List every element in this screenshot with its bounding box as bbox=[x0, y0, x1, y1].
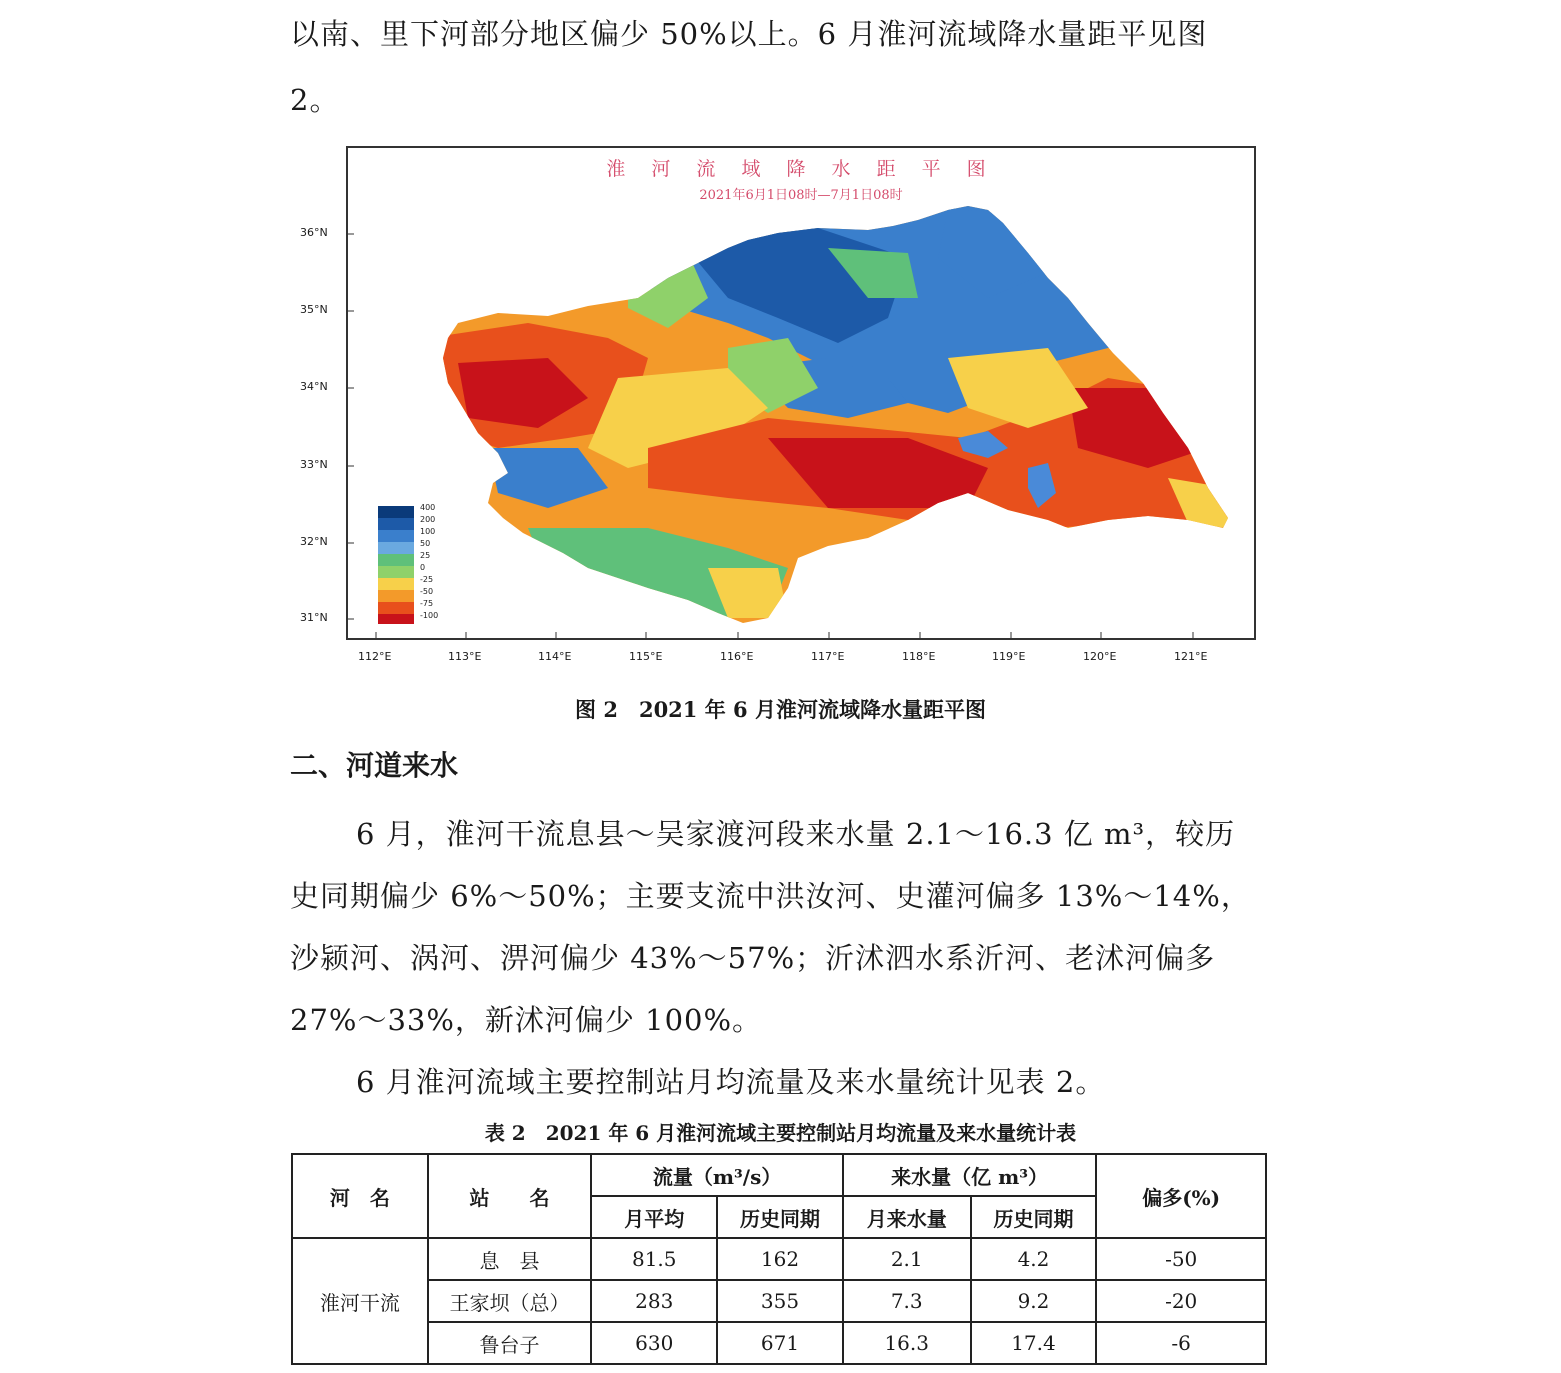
flow-month-cell: 630 bbox=[591, 1322, 717, 1364]
figure-caption: 图 2 2021 年 6 月淮河流域降水量距平图 bbox=[575, 697, 986, 722]
paragraph-line: 沙颍河、涡河、淠河偏少 43%～57%；沂沭泗水系沂河、老沭河偏多 bbox=[290, 941, 1216, 975]
header-vol-month: 月来水量 bbox=[843, 1196, 971, 1238]
vol-month-cell: 7.3 bbox=[843, 1280, 971, 1322]
lon-label: 121°E bbox=[1174, 650, 1208, 663]
deviation-cell: -6 bbox=[1096, 1322, 1266, 1364]
header-deviation: 偏多(%) bbox=[1096, 1154, 1266, 1238]
lat-label: 33°N bbox=[300, 458, 328, 471]
deviation-cell: -20 bbox=[1096, 1280, 1266, 1322]
flow-hist-cell: 355 bbox=[717, 1280, 843, 1322]
section-heading: 二、河道来水 bbox=[290, 749, 459, 782]
header-station: 站 名 bbox=[428, 1154, 592, 1238]
table-row bbox=[292, 1238, 1266, 1280]
station-cell: 息 县 bbox=[428, 1238, 592, 1280]
lat-label: 32°N bbox=[300, 535, 328, 548]
lat-label: 35°N bbox=[300, 303, 328, 316]
legend-label: 25 bbox=[420, 551, 431, 560]
lon-label: 117°E bbox=[811, 650, 845, 663]
header-vol-hist: 历史同期 bbox=[971, 1196, 1097, 1238]
paragraph-line: 6 月，淮河干流息县～吴家渡河段来水量 2.1～16.3 亿 m³，较历 bbox=[356, 817, 1236, 851]
header-flow: 流量（m³/s） bbox=[591, 1154, 842, 1196]
lon-label: 120°E bbox=[1083, 650, 1117, 663]
paragraph-line: 27%～33%，新沭河偏少 100%。 bbox=[290, 1003, 763, 1037]
table-caption: 表 2 2021 年 6 月淮河流域主要控制站月均流量及来水量统计表 bbox=[484, 1121, 1077, 1145]
anomaly-fill bbox=[428, 198, 1248, 638]
legend-label: 200 bbox=[420, 515, 436, 524]
paragraph-line: 6 月淮河流域主要控制站月均流量及来水量统计见表 2。 bbox=[356, 1065, 1106, 1099]
lat-label: 36°N bbox=[300, 226, 328, 239]
header-river: 河 名 bbox=[292, 1154, 428, 1238]
vol-month-cell: 2.1 bbox=[843, 1238, 971, 1280]
flow-month-cell: 283 bbox=[591, 1280, 717, 1322]
map-canvas bbox=[348, 148, 1254, 638]
table-row bbox=[292, 1280, 1266, 1322]
flow-statistics-table bbox=[291, 1153, 1267, 1365]
lon-label: 115°E bbox=[629, 650, 663, 663]
lon-label: 114°E bbox=[538, 650, 572, 663]
lat-label: 34°N bbox=[300, 380, 328, 393]
header-flow-hist: 历史同期 bbox=[717, 1196, 843, 1238]
map-legend bbox=[378, 506, 414, 624]
vol-hist-cell: 4.2 bbox=[971, 1238, 1097, 1280]
river-name-cell: 淮河干流 bbox=[292, 1238, 428, 1364]
legend-label: -50 bbox=[420, 587, 434, 596]
vol-month-cell: 16.3 bbox=[843, 1322, 971, 1364]
table-row bbox=[292, 1322, 1266, 1364]
vol-hist-cell: 9.2 bbox=[971, 1280, 1097, 1322]
paragraph-line: 以南、里下河部分地区偏少 50%以上。6 月淮河流域降水量距平见图 bbox=[290, 17, 1208, 51]
legend-label: 50 bbox=[420, 539, 431, 548]
vol-hist-cell: 17.4 bbox=[971, 1322, 1097, 1364]
legend-label: 100 bbox=[420, 527, 436, 536]
map-title: 淮 河 流 域 降 水 距 平 图 bbox=[606, 158, 996, 180]
lon-label: 118°E bbox=[902, 650, 936, 663]
lon-label: 119°E bbox=[992, 650, 1026, 663]
deviation-cell: -50 bbox=[1096, 1238, 1266, 1280]
flow-month-cell: 81.5 bbox=[591, 1238, 717, 1280]
station-cell: 王家坝（总） bbox=[428, 1280, 592, 1322]
lat-label: 31°N bbox=[300, 611, 328, 624]
paragraph-line: 史同期偏少 6%～50%；主要支流中洪汝河、史灌河偏多 13%～14%， bbox=[290, 879, 1251, 913]
header-volume: 来水量（亿 m³） bbox=[843, 1154, 1096, 1196]
legend-label: 400 bbox=[420, 503, 436, 512]
legend-label: -25 bbox=[420, 575, 434, 584]
map-subtitle: 2021年6月1日08时—7月1日08时 bbox=[699, 188, 903, 203]
paragraph-line: 2。 bbox=[290, 83, 340, 117]
legend-label: -100 bbox=[420, 611, 439, 620]
legend-label: 0 bbox=[420, 563, 426, 572]
lon-label: 113°E bbox=[448, 650, 482, 663]
legend-label: -75 bbox=[420, 599, 434, 608]
precipitation-anomaly-map bbox=[346, 146, 1256, 640]
flow-hist-cell: 671 bbox=[717, 1322, 843, 1364]
header-flow-month: 月平均 bbox=[591, 1196, 717, 1238]
lon-label: 112°E bbox=[358, 650, 392, 663]
station-cell: 鲁台子 bbox=[428, 1322, 592, 1364]
lon-label: 116°E bbox=[720, 650, 754, 663]
flow-hist-cell: 162 bbox=[717, 1238, 843, 1280]
